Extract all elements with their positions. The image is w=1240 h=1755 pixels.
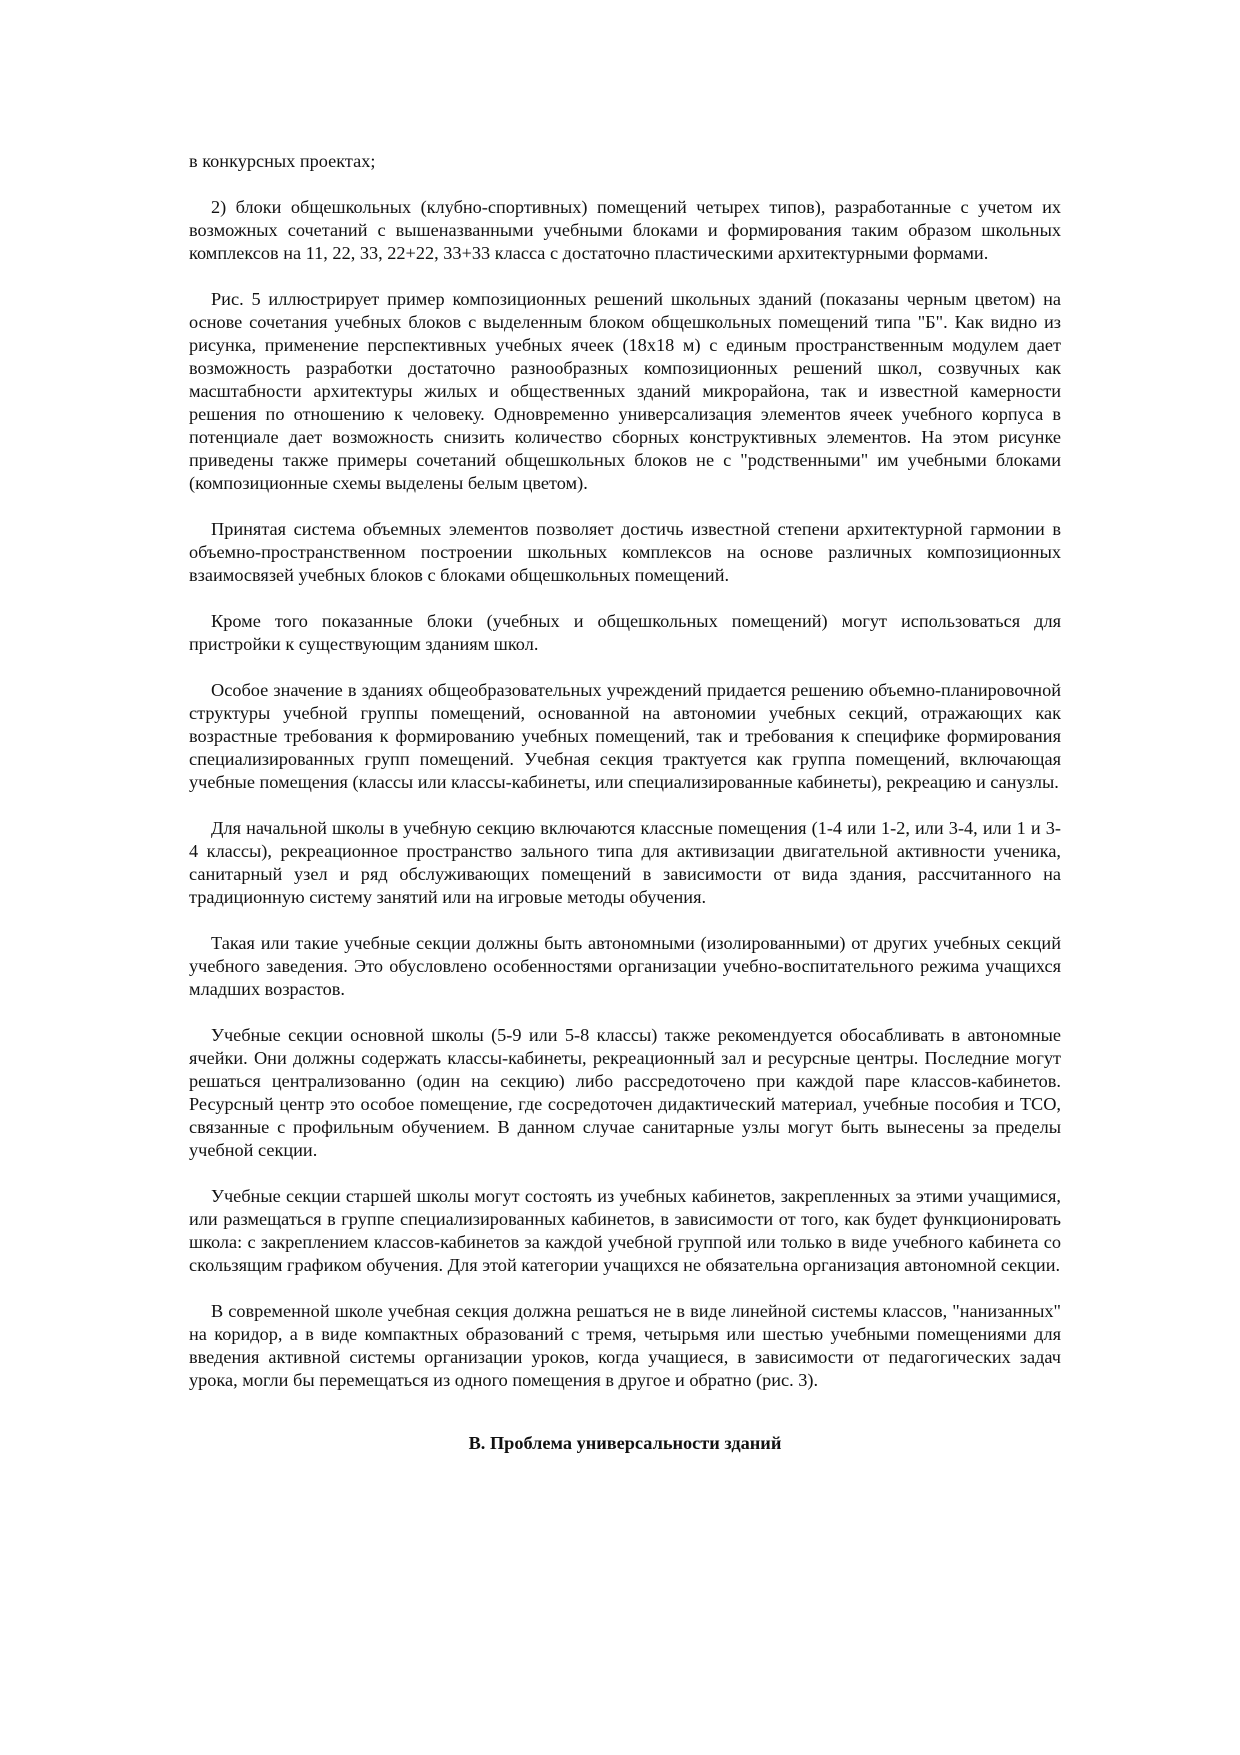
paragraph-volume-system: Принятая система объемных элементов позволяет достичь известной степени архитектурной гармонии в объемно-пространственном построении школьных комплексов на основе различных композиционных взаимосвязей учебных блоков с блоками общешкольных помещений.	[189, 519, 1061, 585]
paragraph-basic-school: Учебные секции основной школы (5-9 или 5-8 классы) также рекомендуется обосабливать в автономные ячейки. Они должны содержать классы-кабинеты, рекреационный зал и ресурсные центры. Последние могут решаться централизованно (один на секцию) либо рассредоточено при каждой паре классов-кабинетов. Ресурсный центр это особое помещение, где сосредоточен дидактический материал, учебные пособия и ТСО, связанные с профильным обучением. В данном случае санитарные узлы могут быть вынесены за пределы учебной секции.	[189, 1025, 1061, 1160]
paragraph-blocks-types: 2) блоки общешкольных (клубно-спортивных) помещений четырех типов), разработанные с учетом их возможных сочетаний с вышеназванными учебными блоками и формирования таким образом школьных комплексов на 11, 22, 33, 22+22, 33+33 класса с достаточно пластическими архитектурными формами.	[189, 197, 1061, 263]
paragraph-senior-school: Учебные секции старшей школы могут состоять из учебных кабинетов, закрепленных за этими учащимися, или размещаться в группе специализированных кабинетов, в зависимости от того, как будет функционировать школа: с закреплением классов-кабинетов за каждой учебной группой или только в виде учебного кабинета со скользящим графиком обучения. Для этой категории учащихся не обязательна организация автономной секции.	[189, 1186, 1061, 1275]
paragraph-teaching-section: Особое значение в зданиях общеобразовательных учреждений придается решению объемно-планировочной структуры учебной группы помещений, основанной на автономии учебных секций, отражающих как возрастные требования к формированию учебных помещений, так и требования к специфике формирования специализированных групп помещений. Учебная секция трактуется как группа помещений, включающая учебные помещения (классы или классы-кабинеты, или специализированные кабинеты), рекреацию и санузлы.	[189, 680, 1061, 792]
paragraph-continuation: в конкурсных проектах;	[189, 151, 376, 171]
paragraph-modern-school: В современной школе учебная секция должна решаться не в виде линейной системы классов, "нанизанных" на коридор, а в виде компактных образований с тремя, четырьмя или шестью учебными помещениями для введения активной системы организации уроков, когда учащиеся, в зависимости от педагогических задач урока, могли бы перемещаться из одного помещения в другое и обратно (рис. 3).	[189, 1301, 1061, 1390]
document-page	[189, 150, 1061, 1455]
paragraph-extensions: Кроме того показанные блоки (учебных и общешкольных помещений) могут использоваться для пристройки к существующим зданиям школ.	[189, 611, 1061, 654]
paragraph-autonomous-sections: Такая или такие учебные секции должны быть автономными (изолированными) от других учебных секций учебного заведения. Это обусловлено особенностями организации учебно-воспитательного режима учащихся младших возрастов.	[189, 933, 1061, 999]
section-heading: В. Проблема универсальности зданий	[468, 1433, 782, 1453]
paragraph-primary-school: Для начальной школы в учебную секцию включаются классные помещения (1-4 или 1-2, или 3-4, или 1 и 3-4 классы), рекреационное пространство зального типа для активизации двигательной активности ученика, санитарный узел и ряд обслуживающих помещений в зависимости от вида здания, рассчитанного на традиционную систему занятий или на игровые методы обучения.	[189, 818, 1061, 907]
paragraph-figure-5: Рис. 5 иллюстрирует пример композиционных решений школьных зданий (показаны черным цветом) на основе сочетания учебных блоков с выделенным блоком общешкольных помещений типа "Б". Как видно из рисунка, применение перспективных учебных ячеек (18х18 м) с единым пространственным модулем дает возможность разработки достаточно разнообразных композиционных решений школ, созвучных как масштабности архитектуры жилых и общественных зданий микрорайона, так и известной камерности решения по отношению к человеку. Одновременно универсализация элементов ячеек учебного корпуса в потенциале дает возможность снизить количество сборных конструктивных элементов. На этом рисунке приведены также примеры сочетаний общешкольных блоков не с "родственными" им учебными блоками (композиционные схемы выделены белым цветом).	[189, 289, 1061, 493]
